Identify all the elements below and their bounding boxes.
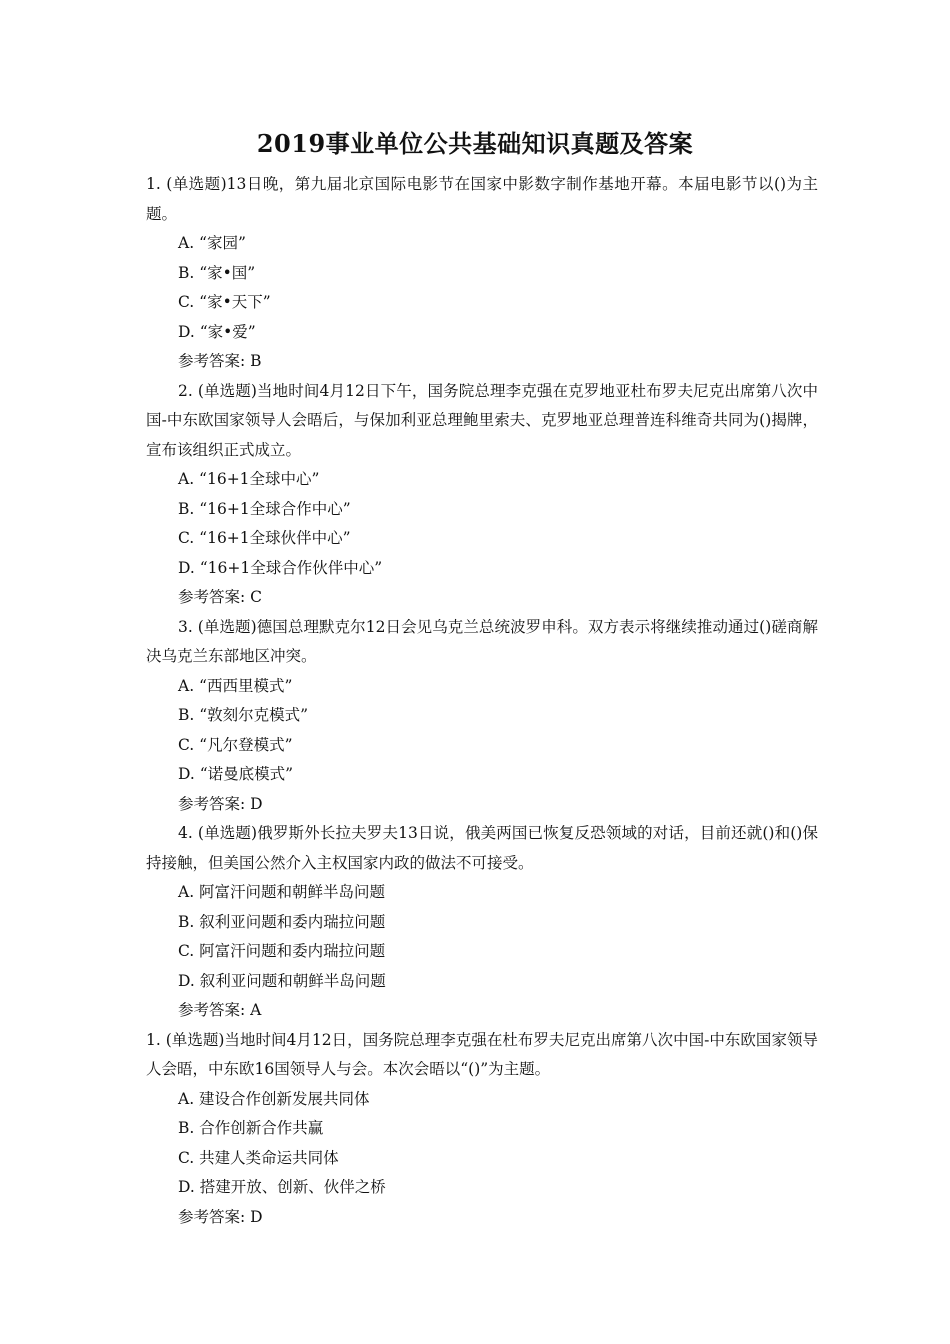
option-d: D. “诺曼底模式” bbox=[178, 765, 294, 783]
option-d: D. “家•爱” bbox=[178, 322, 256, 341]
option-c: C. 共建人类命运共同体 bbox=[178, 1148, 339, 1167]
question-4 bbox=[146, 819, 818, 1026]
option-b: B. “家•国” bbox=[178, 263, 256, 282]
option-d: D. 搭建开放、创新、伙伴之桥 bbox=[178, 1178, 386, 1196]
option-d: D. “16+1全球合作伙伴中心” bbox=[178, 558, 383, 577]
option-a: A. 阿富汗问题和朝鲜半岛问题 bbox=[178, 883, 386, 901]
question-5 bbox=[146, 1026, 818, 1233]
answer: 参考答案: C bbox=[178, 588, 263, 606]
option-c: C. 阿富汗问题和委内瑞拉问题 bbox=[178, 942, 386, 960]
option-c: C. “凡尔登模式” bbox=[178, 735, 293, 754]
answer: 参考答案: B bbox=[178, 352, 262, 370]
option-b: B. “敦刻尔克模式” bbox=[178, 706, 309, 724]
option-b: B. 合作创新合作共赢 bbox=[178, 1119, 324, 1137]
answer: 参考答案: D bbox=[178, 1207, 263, 1226]
question-2 bbox=[146, 377, 818, 613]
option-c: C. “16+1全球伙伴中心” bbox=[178, 529, 351, 547]
option-d: D. 叙利亚问题和朝鲜半岛问题 bbox=[178, 971, 386, 990]
option-a: A. “16+1全球中心” bbox=[178, 470, 320, 488]
option-c: C. “家•天下” bbox=[178, 293, 271, 311]
question-text: 1. (单选题)当地时间4月12日，国务院总理李克强在杜布罗夫尼克出席第八次中国-中东欧国家领导人会晤，中东欧16国领导人与会。本次会晤以“()”为主题。 bbox=[146, 1030, 818, 1078]
question-text: 4. (单选题)俄罗斯外长拉夫罗夫13日说，俄美两国已恢复反恐领域的对话，目前还就()和()保持接触，但美国公然介入主权国家内政的做法不可接受。 bbox=[146, 824, 818, 872]
question-1 bbox=[146, 170, 818, 377]
answer: 参考答案: D bbox=[178, 794, 263, 813]
option-a: A. “西西里模式” bbox=[178, 676, 293, 695]
option-b: B. 叙利亚问题和委内瑞拉问题 bbox=[178, 912, 386, 931]
question-text: 1. (单选题)13日晚，第九届北京国际电影节在国家中影数字制作基地开幕。本届电影节以()为主题。 bbox=[146, 175, 818, 223]
answer: 参考答案: A bbox=[178, 1001, 262, 1019]
option-b: B. “16+1全球合作中心” bbox=[178, 499, 351, 518]
question-3 bbox=[146, 613, 818, 820]
question-text: 3. (单选题)德国总理默克尔12日会见乌克兰总统波罗申科。双方表示将继续推动通过()磋商解决乌克兰东部地区冲突。 bbox=[146, 617, 818, 665]
option-a: A. “家园” bbox=[178, 234, 246, 252]
question-list bbox=[146, 170, 818, 1232]
option-a: A. 建设合作创新发展共同体 bbox=[178, 1089, 370, 1108]
page-title: 2019事业单位公共基础知识真题及答案 bbox=[256, 129, 694, 158]
question-text: 2. (单选题)当地时间4月12日下午，国务院总理李克强在克罗地亚杜布罗夫尼克出席第八次中国-中东欧国家领导人会晤后，与保加利亚总理鲍里索夫、克罗地亚总理普连科维奇共同为()揭牌，宣布该组织正式成立。 bbox=[146, 381, 818, 459]
